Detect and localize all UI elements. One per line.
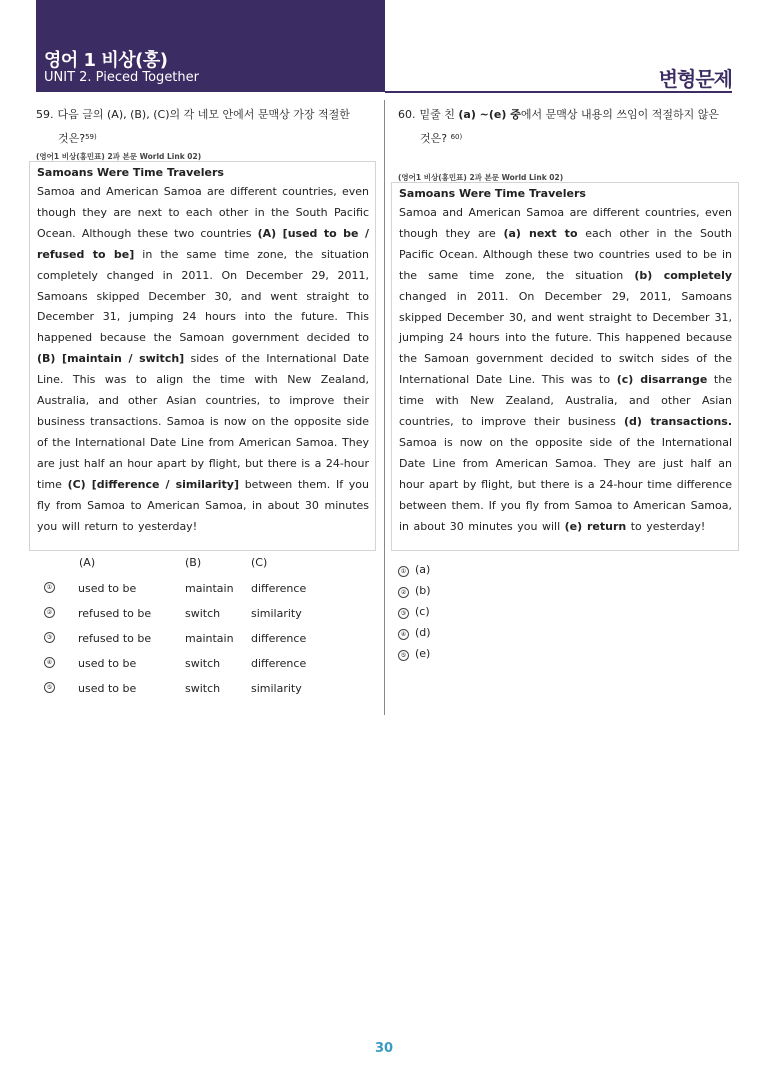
q60-answer-1[interactable] xyxy=(398,563,430,577)
choice-marker: ② xyxy=(44,607,55,618)
choice-marker: ⑤ xyxy=(398,650,409,661)
col-header-b: (B) xyxy=(185,556,202,569)
q59-blank-a: (A) [used to be / refused to be] xyxy=(37,226,370,261)
q59-blank-c: (C) [difference / similarity] xyxy=(67,477,239,491)
q59-passage-part: in the same time zone, the situation completely changed in 2011. On December 29, 2011, Samoans skipped December 30, and went straight to December 31, jumping 24 hours into the future. This happened because the Samoan government decided to xyxy=(37,247,369,345)
q59-line1: 다음 글의 (A), (B), (C)의 각 네모 안에서 문맥상 가장 적절한 xyxy=(57,108,350,121)
option-c: difference xyxy=(251,657,307,670)
option-a: refused to be xyxy=(78,607,152,620)
option-b: switch xyxy=(185,607,221,620)
answer-text: (d) xyxy=(415,626,431,639)
q60-underline-e: (e) return xyxy=(564,519,627,533)
choice-marker: ① xyxy=(398,566,409,577)
option-b: switch xyxy=(185,657,221,670)
col-header-a: (A) xyxy=(79,556,96,569)
q60-line1-pre: 밑줄 친 xyxy=(419,108,459,121)
choice-marker: ⑤ xyxy=(44,682,55,693)
section-label: 변형문제 xyxy=(658,67,732,91)
q60-underline-d: (d) transactions. xyxy=(624,415,732,429)
q60-footnote: 60) xyxy=(450,133,463,141)
choice-marker: ③ xyxy=(44,632,55,643)
q60-source: (영어1 비상(홍민표) 2과 본문 World Link 02) xyxy=(398,173,564,182)
q60-line1-post: 에서 문맥상 내용의 쓰임이 적절하지 않은 xyxy=(520,108,719,121)
q60-passage-part: each other in the South Pacific Ocean. Although these two countries used to be in the same time zone, the situation xyxy=(399,226,732,282)
option-b: switch xyxy=(185,682,221,695)
q60-line1-bold: (a) ~(e) 중 xyxy=(458,108,521,121)
option-a: used to be xyxy=(78,582,137,595)
option-a: refused to be xyxy=(78,632,152,645)
q59-passage-part: Samoa and American Samoa are different countries, even though they are next to each other in the South Pacific Ocean. Although these two countries xyxy=(37,185,369,240)
q60-answer-2[interactable] xyxy=(398,584,431,598)
q59-options-table xyxy=(44,556,374,706)
col-header-c: (C) xyxy=(251,556,268,569)
q60-underline-a: (a) next to xyxy=(503,226,578,240)
choice-marker: ④ xyxy=(44,657,55,668)
choice-marker: ③ xyxy=(398,608,409,619)
q60-line2: 것은? xyxy=(420,132,448,145)
option-a: used to be xyxy=(78,657,137,670)
q59-passage-box xyxy=(29,161,376,551)
choice-marker: ② xyxy=(398,587,409,598)
q60-passage-part: Samoa and American Samoa are different countries, even though they are xyxy=(399,206,732,240)
q60-answer-3[interactable] xyxy=(398,605,430,619)
answer-text: (c) xyxy=(415,605,430,618)
q59-passage-part: sides of the International Date Line. This was to align the time with New Zealand, Australia, and other Asian countries, to improve their business transactions. Samoa is now on the opposite side of the International Date Line from American Samoa. They are just half an hour apart by flight, but there is a 24-hour time xyxy=(37,352,370,491)
book-title: 영어 1 비상(홍) xyxy=(44,50,168,71)
q60-passage-box xyxy=(391,182,739,551)
answer-text: (b) xyxy=(415,584,431,597)
q60-number: 60. xyxy=(398,108,416,121)
option-c: difference xyxy=(251,582,307,595)
column-divider xyxy=(384,100,385,715)
page-number: 30 xyxy=(374,1041,394,1056)
unit-title: UNIT 2. Pieced Together xyxy=(44,70,199,85)
header-rule xyxy=(385,91,732,93)
q60-passage-part: to yesterday! xyxy=(626,519,706,533)
choice-marker: ① xyxy=(44,582,55,593)
q60-answer-5[interactable] xyxy=(398,647,430,661)
q60-answer-list xyxy=(398,563,498,673)
q59-passage xyxy=(37,182,369,537)
q60-underline-b: (b) completely xyxy=(634,268,733,282)
option-a: used to be xyxy=(78,682,137,695)
q59-passage-part: between them. If you fly from Samoa to American Samoa, in about 30 minutes you will return to yesterday! xyxy=(37,477,369,533)
option-c: difference xyxy=(251,632,307,645)
option-b: maintain xyxy=(185,582,234,595)
q60-stem xyxy=(398,104,732,150)
q59-number: 59. xyxy=(36,108,54,121)
option-c: similarity xyxy=(251,682,302,695)
q60-passage-part: the time with New Zealand, Australia, and other Asian countries, to improve their business xyxy=(399,373,732,429)
option-c: similarity xyxy=(251,607,302,620)
q59-blank-b: (B) [maintain / switch] xyxy=(37,352,185,366)
answer-text: (a) xyxy=(415,563,431,576)
q60-passage-part: changed in 2011. On December 29, 2011, Samoans skipped December 30, and went straight to December 31, jumping 24 hours into the future. This happened because the Samoan government decided to switch sides of the International Date Line. This was to xyxy=(399,289,732,387)
q59-footnote: 59) xyxy=(85,133,97,141)
q60-passage-title: Samoans Were Time Travelers xyxy=(399,187,586,200)
q59-passage-title: Samoans Were Time Travelers xyxy=(37,166,224,179)
q60-passage-part: Samoa is now on the opposite side of the International Date Line from American Samoa. They are just half an hour apart by flight, but there is a 24-hour time difference between them. If you fly from Samoa to American Samoa, in about 30 minutes you will xyxy=(399,435,732,533)
q59-line2: 것은? xyxy=(58,132,86,145)
choice-marker: ④ xyxy=(398,629,409,640)
answer-text: (e) xyxy=(415,647,431,660)
q60-underline-c: (c) disarrange xyxy=(616,373,708,387)
q60-answer-4[interactable] xyxy=(398,626,431,640)
option-b: maintain xyxy=(185,632,234,645)
q59-stem xyxy=(36,104,376,150)
q59-source: (영어1 비상(홍민표) 2과 본문 World Link 02) xyxy=(36,152,202,161)
q60-passage xyxy=(399,203,732,538)
